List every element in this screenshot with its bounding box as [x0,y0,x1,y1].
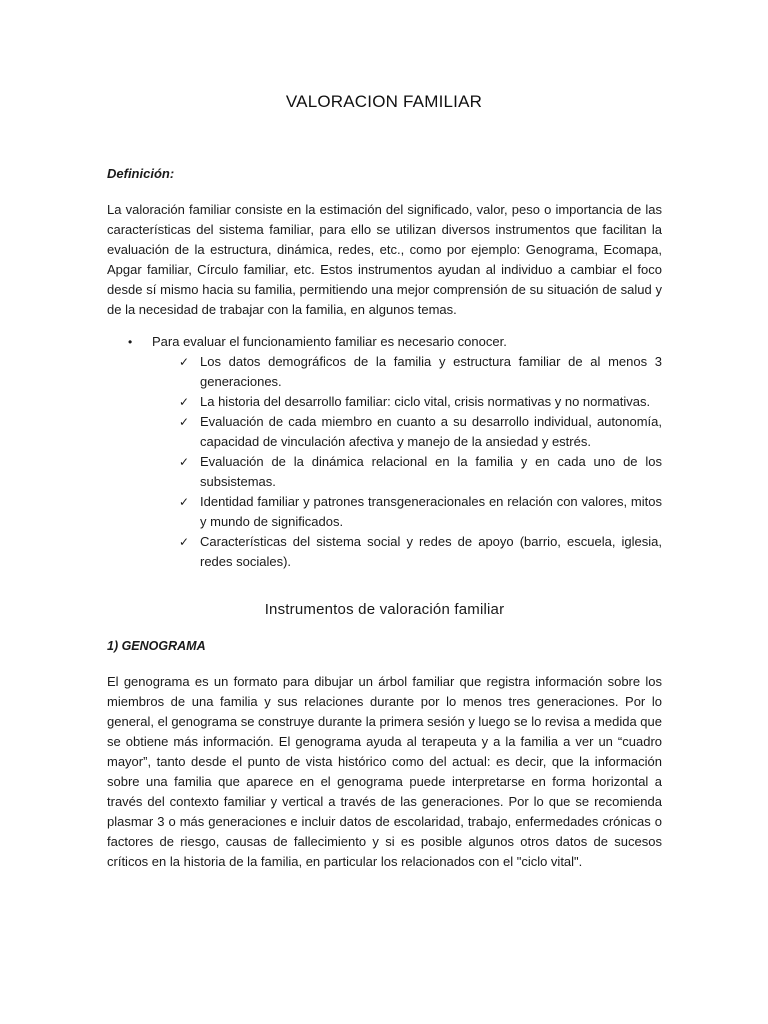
checklist [107,352,662,572]
checklist-item [107,412,662,452]
checkmark-icon: ✓ [179,495,190,509]
checkmark-icon: ✓ [179,355,190,369]
section-heading: Instrumentos de valoración familiar [264,601,505,618]
document-body [107,164,662,872]
checklist-item [107,452,662,492]
checklist-item-text: La historia del desarrollo familiar: ciclo vital, crisis normativas y no normativas. [200,394,651,409]
bullet-icon: • [128,335,133,349]
checklist-item-text: Identidad familiar y patrones transgeneracionales en relación con valores, mitos y mundo de significados. [200,494,662,529]
subsection-heading: 1) GENOGRAMA [107,639,206,653]
checklist-item-text: Evaluación de la dinámica relacional en la familia y en cada uno de los subsistemas. [200,454,662,489]
checkmark-icon: ✓ [179,535,190,549]
checkmark-icon: ✓ [179,395,190,409]
checklist-item-text: Características del sistema social y redes de apoyo (barrio, escuela, iglesia, redes sociales). [200,534,662,569]
definition-paragraph: La valoración familiar consiste en la estimación del significado, valor, peso o importancia de las características del sistema familiar, para ello se utilizan diversos instrumentos que facilitan la evaluación de la estructura, dinámica, redes, etc., como por ejemplo: Genograma, Ecomapa, Apgar familiar, Círculo familiar, etc. Estos instrumentos ayudan al individuo a cambiar el foco desde sí mismo hacia su familia, permitiendo una mejor comprensión de su situación de salud y de la necesidad de trabajar con la familia, en algunos temas. [107,202,662,317]
checklist-item [107,532,662,572]
checkmark-icon: ✓ [179,455,190,469]
checklist-item [107,352,662,392]
checkmark-icon: ✓ [179,415,190,429]
checklist-item [107,492,662,532]
checklist-item-text: Evaluación de cada miembro en cuanto a su desarrollo individual, autonomía, capacidad de vinculación afectiva y manejo de la ansiedad y estrés. [200,414,662,449]
document-title: VALORACION FAMILIAR [285,92,483,111]
genograma-paragraph: El genograma es un formato para dibujar un árbol familiar que registra información sobre los miembros de una familia y sus relaciones durante por lo menos tres generaciones. Por lo general, el genograma se construye durante la primera sesión y luego se lo revisa a medida que se obtiene más información. El genograma ayuda al terapeuta y a la familia a ver un “cuadro mayor”, tanto desde el punto de vista histórico como del actual: es decir, que la información sobre una familia que aparece en el genograma puede interpretarse en forma horizontal a través del contexto familiar y vertical a través de las generaciones. Por lo que se recomienda plasmar 3 o más generaciones e incluir datos de escolaridad, trabajo, enfermedades crónicas o factores de riesgo, causas de fallecimiento y si es posible algunos otros datos de sucesos críticos en la historia de la familia, en particular los relacionados con el "ciclo vital". [107,674,662,869]
bullet-section [107,332,662,572]
definition-heading: Definición: [107,166,175,181]
bullet-item [107,332,662,352]
checklist-item [107,392,662,412]
checklist-item-text: Los datos demográficos de la familia y estructura familiar de al menos 3 generaciones. [200,354,662,389]
bullet-text: Para evaluar el funcionamiento familiar es necesario conocer. [152,334,507,349]
